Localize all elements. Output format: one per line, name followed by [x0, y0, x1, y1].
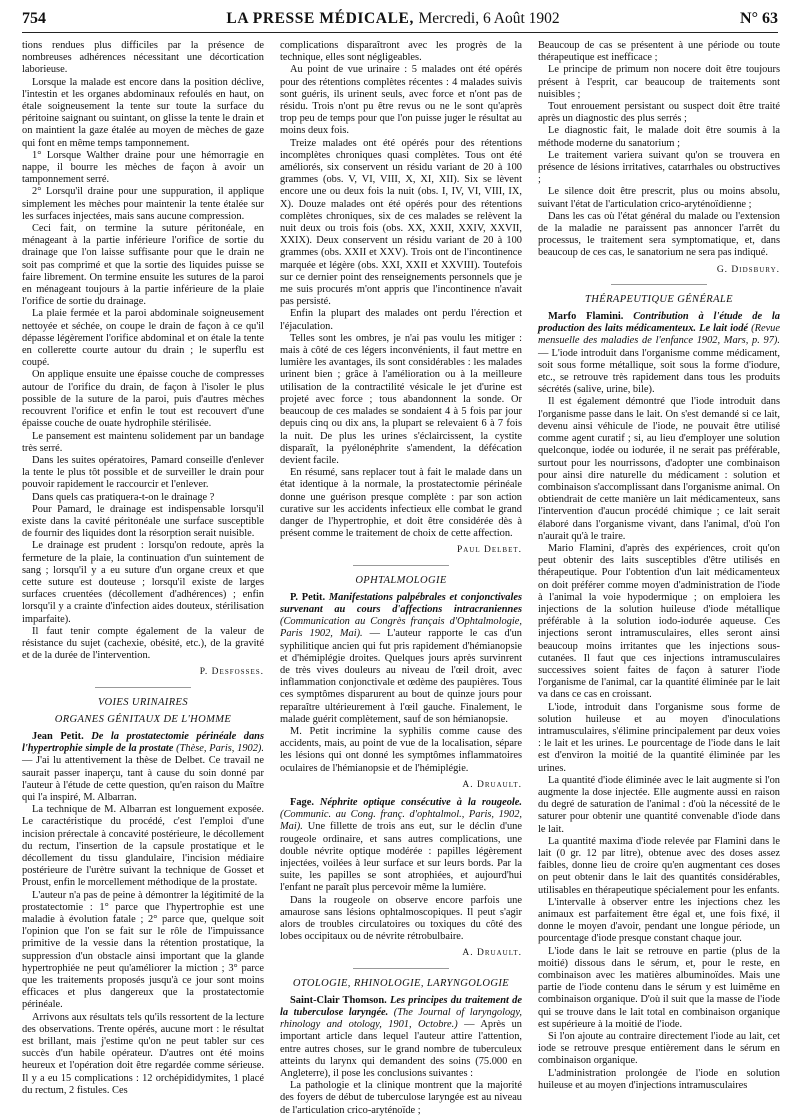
paragraph: L'auteur n'a pas de peine à démontrer la légitimité de la prostatectomie : 1° parce que l'hypertrophie est une maladie à évolution fatale ; 2° parce que, quelque soit l'opinion que l'on se fait sur le rôle de l'impuissance primitive de la vessie dans la rétention prostatique, la suppression d'un obstacle ainsi important que la glande hypertrophiée ne peut qu'améliorer la miction ; 3° parce que les traitements proposés jusqu'à ce jour sont moins efficaces et plus dangereux que la prostatectomie périnéale.	[22, 889, 264, 1011]
divider	[611, 284, 708, 285]
entry-author: Marfo Flamini.	[548, 311, 624, 323]
column-2	[280, 40, 523, 1116]
entry-reference: (The Journal of laryngology, rhinology and otology, 1901, Octobre.)	[280, 1007, 522, 1031]
paragraph: Dans les suites opératoires, Pamard conseille d'enlever la tente le plus tôt possible et de surveiller le drain pour pouvoir rapidement le raccourcir et l'enlever.	[22, 454, 264, 491]
paragraph: Beaucoup de cas se présentent à une période ou toute thérapeutique est inefficace ;	[538, 40, 780, 64]
review-entry	[22, 731, 264, 804]
entry-body: — L'auteur rapporte le cas d'un syphilitique ancien qui fut pris rapidement d'hémianopsie et d'hémiplégie droites. Quelques jours après survinrent de très vives douleurs au niveau de l'œil droit, avec inflammation conjonctivale et œdème des paupières. Tous ces symptômes disparurent au bout de quinze jours pour reparaître ultérieurement à l'œil gauche. Finalement, le malade guérit complètement, sauf de son hémianopsie.	[280, 628, 522, 725]
section-heading: THÉRAPEUTIQUE GÉNÉRALE	[585, 293, 733, 305]
journal-name: LA PRESSE MÉDICALE,	[226, 10, 414, 27]
review-entry	[280, 592, 522, 726]
article-columns	[22, 40, 780, 1116]
entry-reference: (Revue mensuelle des maladies de l'enfance 1902, Mars, p. 97).	[538, 323, 780, 347]
entry-body: — L'iode introduit dans l'organisme comme médicament, soit sous forme métallique, soit sous la forme d'iodure, etc., se retrouve très rapidement dans tous les produits sécrétés (salive, urine, bile).	[538, 347, 780, 396]
paragraph: 2° Lorsqu'il draine pour une suppuration, il applique simplement les mèches pour maintenir la tente étalée sur les surfaces injectées, mais sans aucune compression.	[22, 186, 264, 222]
entry-title: Manifestations palpébrales et conjonctivales survenant au cours d'affections intracraniennes	[280, 591, 523, 615]
paragraph: Arrivons aux résultats tels qu'ils ressortent de la lecture des observations. Trente opérés, aucune mort : le résultat est brillant, mais j'estime qu'on ne peut tabler sur ces succès d'un habile opérateur. D'autres ont été moins heureux et l'opération doit être regardée comme sérieuse. Il y a eu 15 complications : 12 orchépididymites, 1 placé du rectum, 2 fistules. Ces	[22, 1011, 264, 1096]
paragraph: Tout enrouement persistant ou suspect doit être traité après un diagnostic des plus serrés ;	[538, 101, 780, 125]
page-number: 754	[22, 10, 46, 27]
page-header	[22, 6, 778, 33]
paragraph: Pour Pamard, le drainage est indispensable lorsqu'il existe dans la cavité péritonéale une surface susceptible de fournir des liquides dont la résorption serait nuisible.	[22, 503, 264, 540]
paragraph: Dans quels cas pratiquera-t-on le drainage ?	[32, 491, 215, 503]
paragraph: complications disparaîtront avec les progrès de la technique, elles sont négligeables.	[280, 40, 522, 64]
entry-title: Les principes du traitement de la tuberculose laryngée.	[280, 994, 522, 1019]
section-heading: OPHTALMOLOGIE	[355, 574, 447, 586]
author-signature: A. Druault.	[462, 779, 522, 790]
section-heading: VOIES URINAIRES	[98, 696, 188, 708]
paragraph: Le pansement est maintenu solidement par un bandage très serré.	[22, 430, 264, 454]
paragraph: Il est également démontré que l'iode introduit dans l'organisme passe dans le lait. On s'est demandé si ce lait, devenu ainsi véhicule de l'iode, ne pouvait être utilisé comme agent curatif ; si, au lieu d'employer une solution quelconque, iodée ou iodurée, il ne serait pas préférable, surtout pour les nourrissons, d'adopter une combinaison pour ainsi dire naturelle du médicament : solution et combinaison s'accomplissant dans l'organisme animal. On obtiendrait de cette manière un lait médicamenteux, sans l'intervention d'aucun procédé chimique ; ce lait serait élaboré dans l'organisme vivant, dans l'animal, d'où l'on n'aurait qu'à le traire.	[538, 396, 780, 542]
paragraph: La plaie fermée et la paroi abdominale soigneusement nettoyée et séchée, on coupe le drain de façon à ce qu'il dépasse légèrement l'orifice abdominal et on étale la tente en collerette courte autour du drain ; le superflu est coupé.	[22, 308, 264, 369]
paragraph: On applique ensuite une épaisse couche de compresses autour de l'orifice du drain, de façon à l'isoler le plus possible de la suture de la paroi, puis d'autres mèches recouvrent l'orifice et enfin le tout est recouvert d'une épaisse couche de ouate hydrophile stérilisée.	[22, 369, 264, 430]
paragraph: Dans les cas où l'état général du malade ou l'extension de la maladie ne paraissent pas annoncer l'arrêt du processus, le traitement sera symptomatique, et, dans beaucoup de ces cas, le sanatorium ne sera pas indiqué.	[538, 210, 780, 259]
paragraph: Telles sont les ombres, je n'ai pas voulu les mitiger : mais à côté de ces légers inconvénients, il faut mettre en lumière les avantages, ils sont considérables : les malades urinent bien ; grâce à l'amélioration ou à la meilleure utilisation de la contractilité vésicale le jet d'urine est projeté avec force ; tous abandonnent la sonde. Or beaucoup de ces malades se sondaient 4 à 5 fois par jour depuis cinq ou dix ans, la plupart se relevaient 6 à 7 fois la nuit. De plus les urines s'éclaircissent, la cystite disparaît, la pyélonéphrite s'amendent, la défécation devient facile.	[280, 332, 522, 466]
entry-reference: (Communication au Congrès français d'Ophtalmologie, Paris 1902, Mai).	[280, 616, 522, 640]
paragraph: L'intervalle à observer entre les injections chez les animaux est parfaitement être égal et, une fois fixé, il donne le moyen d'avoir, pendant une longue période, un pourcentage d'iode presque constant chaque jour.	[538, 896, 780, 945]
paragraph: 1° Lorsque Walther draine pour une hémorragie en nappe, il bourre les mèches de façon à avoir un tamponnement serré.	[22, 149, 264, 186]
paragraph: Le drainage est prudent : lorsqu'on redoute, après la fermeture de la plaie, la continuation d'un suintement de sang ; lorsqu'il y a eu suture d'un organe creux et que cette suture est douteuse ; lorsqu'il existe de larges surfaces cruentées (décollement d'adhérences) ; enfin lorsqu'il y a crainte d'infection aides douteux, stérilisation imparfaite).	[22, 540, 264, 625]
paragraph: Le principe de primum non nocere doit être toujours présent à l'esprit, car beaucoup de traitements sont nuisibles ;	[538, 64, 780, 100]
issue-number: N° 63	[740, 10, 778, 27]
paragraph: Ceci fait, on termine la suture péritonéale, en ménageant à la partie inférieure l'orifice de sortie du drainage que l'on laisse suffisante pour que le drain ne soit pas comprimé et que la sortie des liquides puisse se faire librement. On termine ensuite les sutures de la paroi en ménageant toujours à la partie inférieure de la plaie l'orifice de sortie du drainage.	[22, 223, 264, 308]
entry-reference: (Thèse, Paris, 1902).	[176, 743, 264, 755]
review-entry	[538, 311, 780, 396]
paragraph: Il faut tenir compte également de la valeur de résistance du sujet (cachexie, obésité, etc.), de la gravité et de la durée de l'intervention.	[22, 625, 264, 662]
entry-title: De la prostatectomie périnéale dans l'hypertrophie simple de la prostate	[22, 730, 264, 755]
entry-reference: (Communic. au Cong. franç. d'ophtalmol., Paris, 1902, Mai).	[280, 809, 522, 833]
paragraph: Treize malades ont été opérés pour des rétentions incomplètes chroniques quasi complètes. Tous ont été améliorés, six conservent un résidu variant de 20 à 100 grammes (obs. V, VI, VIII, X, XI, XII). Six se lèvent encore une ou deux fois la nuit (obs. I, IV, VI, VIII, IX, X). Douze malades ont été opérés pour des rétentions complètes chroniques, six de ces malades se relèvent la nuit deux ou trois fois (obs. XX, XXII, XXIV, XXVII, XXIX). Deux conservent un résidu variant de 20 à 100 grammes (obs. XXII et XXV). Trois ont de l'incontinence marquée et légère (obs. XXI, XXII et XXVIII). Toutefois sur ce dernier point des renseignements personnels que je me suis procurés m'ont appris que l'incontinence n'avait pas persisté.	[280, 137, 522, 308]
entry-author: Fage.	[290, 796, 314, 808]
paragraph: Si l'on ajoute au contraire directement l'iode au lait, cet iode se retrouve presque entièrement dans le sérum en combinaison organique.	[538, 1031, 780, 1067]
paragraph: La quantité d'iode éliminée avec le lait augmente si l'on augmente la dose injectée. Elle augmente aussi en raison du degré de saturation de l'animal : d'où la nécessité de le saturer pour obtenir une quantité convenable d'iode dans le lait.	[538, 774, 780, 835]
column-3	[538, 40, 780, 1091]
paragraph: La pathologie et la clinique montrent que la majorité des foyers de début de tuberculose laryngée est au niveau de l'articulation crico-aryténoïde ;	[280, 1080, 522, 1116]
paragraph: L'iode dans le lait se retrouve en partie (plus de la moitié) dissous dans le sérum, et, pour le reste, en combinaison avec les matières albuminoïdes. Mais une partie de l'iode contenu dans le sérum y est luimême en combinaison organique. D'où il suit que la masse de l'iode qui se trouve dans le lait total en combinaison organique est supérieure à la moitié de l'iode.	[538, 945, 780, 1030]
entry-author: Saint-Clair Thomson.	[290, 994, 387, 1006]
paragraph: Mario Flamini, d'après des expériences, croit qu'on peut obtenir des laits susceptibles d'être utilisés en thérapeutique. Pour l'obtention d'un lait médicamenteux on doit préférer comme moyen d'administration de l'iode à l'animal la voie hypodermique ; on emploiera les injections de la solution huileuse d'iode métallique préférable à la solution iodo-iodurée aqueuse. Ces injections seront intramusculaires, elles seront ainsi beaucoup moins irritantes que les injections sous-cutanées. Il faut que ces injections intramusculaires successives soient faites de façon à saturer l'iode l'organisme de l'animal, car la quantité éliminée par le lait va dans ce cas en croissant.	[538, 542, 780, 701]
paragraph: Le traitement variera suivant qu'on se trouvera en présence de lésions irritatives, catarrhales ou obstructives ;	[538, 149, 780, 186]
section-heading: OTOLOGIE, RHINOLOGIE, LARYNGOLOGIE	[292, 977, 510, 989]
paragraph: M. Petit incrimine la syphilis comme cause des accidents, mais, au point de vue de la localisation, sépare les lésions qui ont donné les symptômes inflammatoires oculaires de l'hémianopsie et de l'hémiplégie.	[280, 725, 522, 774]
divider	[95, 687, 192, 688]
paragraph: La technique de M. Albarran est longuement exposée. Le caractéristique du procédé, c'est l'emploi d'une incision prérectale à concavité postérieure, le décollement du rectum, l'insertion de la capsule prostatique et le décollement du tissu glandulaire, l'incision médiaire postérieure de l'urètre suivant la technique de Gosset et Proust, enfin le morcellement méthodique de la prostate.	[22, 804, 264, 889]
column-1	[22, 40, 264, 1096]
section-subheading: ORGANES GÉNITAUX DE L'HOMME	[54, 713, 232, 725]
review-entry	[280, 797, 522, 895]
paragraph: La quantité maxima d'iode relevée par Flamini dans le lait (0 gr. 12 par litre), obtenue avec des doses assez faibles, donne lieu de croire qu'en augmentant ces doses on peut obtenir dans le lait des quantités considérables, utilisables en thérapeutique spécialement pour les enfants.	[538, 835, 780, 896]
author-signature: G. Didsbury.	[716, 264, 780, 275]
author-signature: A. Druault.	[462, 948, 522, 959]
paragraph: Le diagnostic fait, le malade doit être soumis à la méthode moderne du sanatorium ;	[538, 125, 780, 149]
divider	[353, 565, 450, 566]
journal-title	[226, 10, 559, 28]
review-entry	[280, 995, 522, 1080]
entry-body: — J'ai lu attentivement la thèse de Delbet. Ce travail ne saurait passer inaperçu, tant à cause du soin donné par l'auteur à l'étude de cette question, qu'en raison du Maître qui l'a inspiré, M. Albarran.	[22, 755, 264, 803]
entry-author: Jean Petit.	[32, 730, 84, 742]
paragraph: Au point de vue urinaire : 5 malades ont été opérés pour des rétentions complètes récentes : 4 malades suivis sont guéris, ils urinent seuls, avec force et n'ont pas de résidu. Trois n'ont pu être revus ou ne le sont qu'après trop peu de temps pour que l'on puisse juger le résultat au moins deux fois.	[280, 64, 522, 137]
paragraph: tions rendues plus difficiles par la présence de nombreuses adhérences nécessitant une décortication laborieuse.	[22, 40, 264, 76]
paragraph: Dans la rougeole on observe encore parfois une amaurose sans lésions ophtalmoscopiques. Il peut s'agir alors de troubles circulatoires ou toxiques du côté des lobes occipitaux ou de névrite rétrobulbaire.	[280, 894, 522, 943]
paragraph: L'iode, introduit dans l'organisme sous forme de solution huileuse et au moyen d'inoculations intramusculaires, s'élimine principalement par deux voies : le lait et les urines. Le pourcentage de l'iode dans le lait est d'environ la moitié de la quantité éliminée par les urines.	[538, 701, 780, 774]
divider	[353, 968, 450, 969]
author-signature: P. Desfosses.	[199, 667, 264, 678]
paragraph: Enfin la plupart des malades ont perdu l'érection et l'éjaculation.	[280, 308, 522, 332]
author-signature: Paul Delbet.	[456, 545, 522, 556]
paragraph: L'administration prolongée de l'iode en solution huileuse et au moyen d'injections intramusculaires	[538, 1067, 780, 1091]
entry-title: Néphrite optique consécutive à la rougeole.	[319, 796, 522, 808]
entry-title: Contribution à l'étude de la production des laits médicamenteux. Le lait iodé	[538, 311, 780, 335]
entry-body: — Après un important article dans lequel l'auteur attire l'attention, entre autres choses, sur le grand nombre de tuberculeux atteints du larynx qui demandent des soins (75.000 en Angleterre), il pose les conclusions suivantes :	[280, 1019, 522, 1080]
paragraph: Lorsque la malade est encore dans la position déclive, l'intestin et les organes abdominaux refoulés en haut, on étale soigneusement la tente sur toute la surface du péritoine saignant ou suintant, on glisse la tente le drain et on maintient la gaze étalée au moyen de mèches de gaze qui font en même temps tamponnement.	[22, 76, 264, 149]
paragraph: En résumé, sans replacer tout à fait le malade dans un état identique à la normale, la prostatectomie périnéale donne une guérison presque complète : par son action curative sur les accidents infectieux elle combat le grand danger de l'hypertrophie, et doit être considérée dès à présent comme le traitement de choix de cette affection.	[280, 467, 522, 540]
entry-author: P. Petit.	[290, 591, 326, 603]
paragraph: Le silence doit être prescrit, plus ou moins absolu, suivant l'état de l'articulation crico-aryténoïdienne ;	[538, 186, 780, 210]
issue-date: Mercredi, 6 Août 1902	[418, 10, 560, 27]
entry-body: Une fillette de trois ans eut, sur le déclin d'une rougeole ordinaire, et sans autres complications, une double névrite optique modérée : papilles légèrement injectées, voilées à leur surface et sur leurs bords. Par la suite, les papilles se sont atrophiées, et aujourd'hui l'enfant ne paraît plus percevoir même la lumière.	[280, 821, 522, 894]
